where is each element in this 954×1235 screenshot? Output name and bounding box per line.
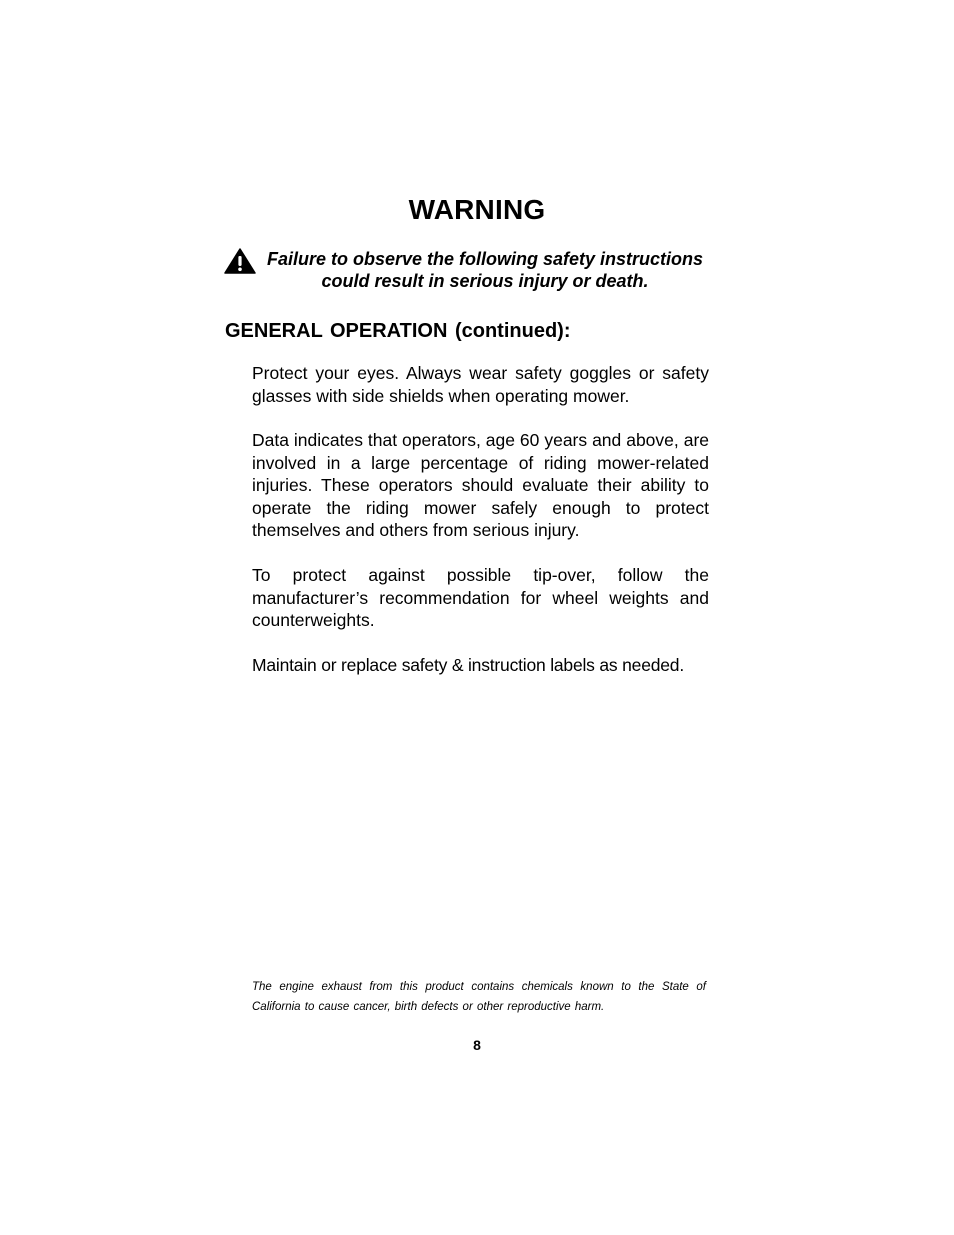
warning-statement — [224, 248, 714, 296]
california-warning-note: The engine exhaust from this product contains chemicals known to the State of California to cause cancer, birth defects or other reproductive harm. — [252, 981, 706, 1013]
page-title: WARNING — [408, 194, 546, 225]
warning-text — [260, 248, 710, 292]
warning-triangle-icon — [224, 248, 256, 274]
section-heading: GENERAL OPERATION (continued): — [225, 320, 571, 342]
page-number: 8 — [473, 1037, 481, 1053]
paragraph-labels: Maintain or replace safety & instruction labels as needed. — [252, 655, 684, 675]
warning-text-line-2: could result in serious injury or death. — [321, 271, 649, 291]
warning-text-line-1: Failure to observe the following safety instructions — [266, 249, 704, 269]
paragraph-eye-protection: Protect your eyes. Always wear safety goggles or safety glasses with side shields when operating mower. — [252, 363, 709, 406]
paragraph-tip-over: To protect against possible tip-over, follow the manufacturer’s recommendation for wheel weights and counterweights. — [252, 565, 709, 630]
paragraph-operator-age: Data indicates that operators, age 60 years and above, are involved in a large percentage of riding mower-related injuries. These operators should evaluate their ability to operate the riding mower safely enough to protect themselves and others from serious injury. — [252, 430, 709, 540]
